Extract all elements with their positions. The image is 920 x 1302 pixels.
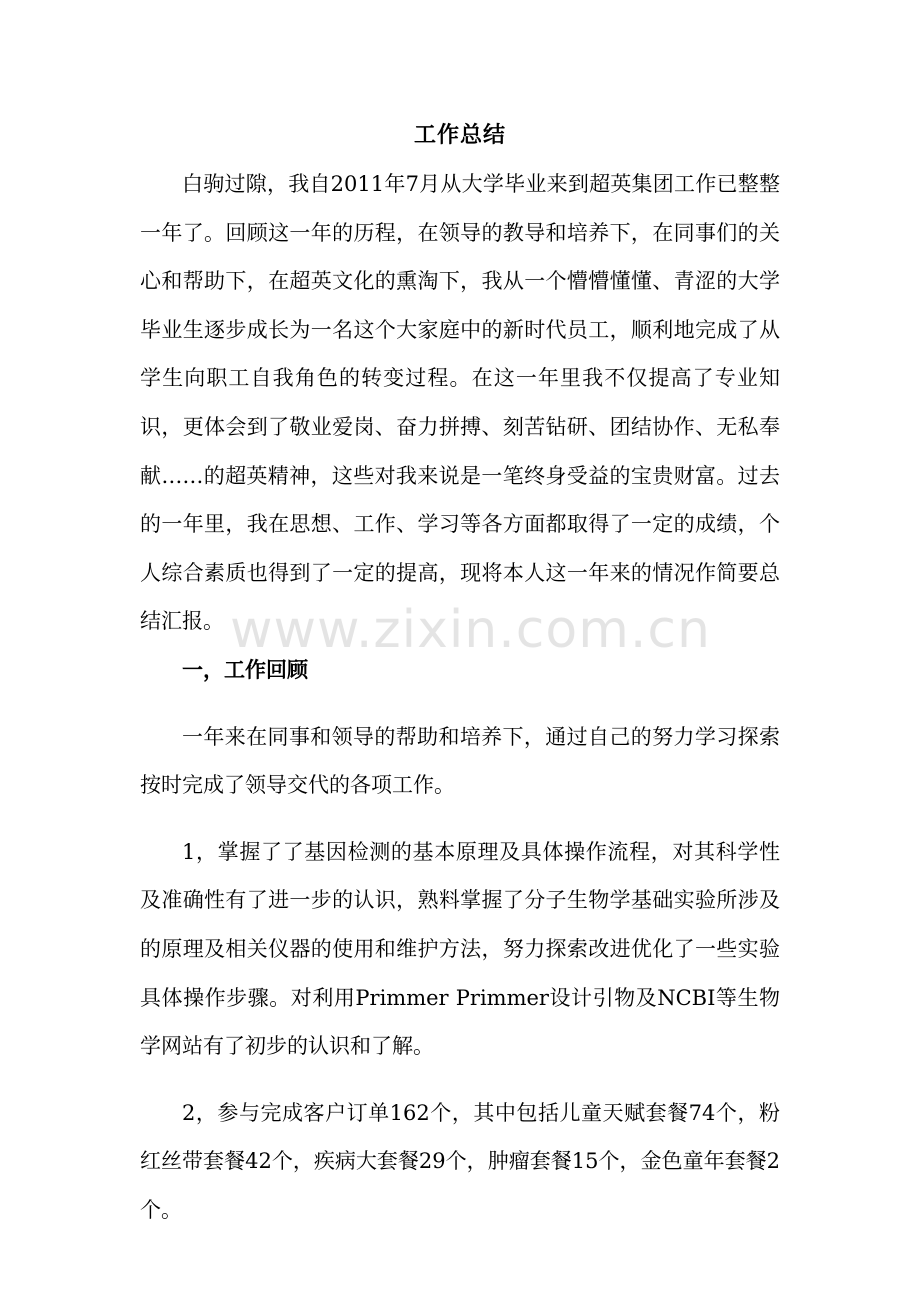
intro-paragraph: 白驹过隙，我自2011年7月从大学毕业来到超英集团工作已整整一年了。回顾这一年的历程，在领导的教导和培养下，在同事们的关心和帮助下，在超英文化的熏淘下，我从一个懵懵懂懂、青涩的大学毕业生逐步成长为一名这个大家庭中的新时代员工，顺利地完成了从学生向职工自我角色的转变过程。在这一年里我不仅提高了专业知识，更体会到了敬业爱岗、奋力拼搏、刻苦钻研、团结协作、无私奉献……的超英精神，这些对我来说是一笔终身受益的宝贵财富。过去的一年里，我在思想、工作、学习等各方面都取得了一定的成绩，个人综合素质也得到了一定的提高，现将本人这一年来的情况作简要总结汇报。: [140, 172, 780, 634]
work-item-2: 2，参与完成客户订单162个，其中包括儿童天赋套餐74个，粉红丝带套餐42个，疾病大套餐29个，肿瘤套餐15个，金色童年套餐2个。: [140, 1100, 780, 1222]
watermark: www.zixin.com.cn: [230, 600, 711, 660]
work-item-1: 1，掌握了了基因检测的基本原理及具体操作流程，对其科学性及准确性有了进一步的认识，熟料掌握了分子生物学基础实验所涉及的原理及相关仪器的使用和维护方法，努力探索改进优化了一些实验具体操作步骤。对利用Primmer Primmer设计引物及NCBI等生物学网站有了初步的认识和了解。: [140, 839, 780, 1059]
section-heading-work-review: 一，工作回顾: [182, 657, 308, 682]
document-title: 工作总结: [413, 123, 506, 148]
section-intro-paragraph: 一年来在同事和领导的帮助和培养下，通过自己的努力学习探索按时完成了领导交代的各项工作。: [140, 724, 780, 798]
document-body: [140, 118, 780, 1234]
